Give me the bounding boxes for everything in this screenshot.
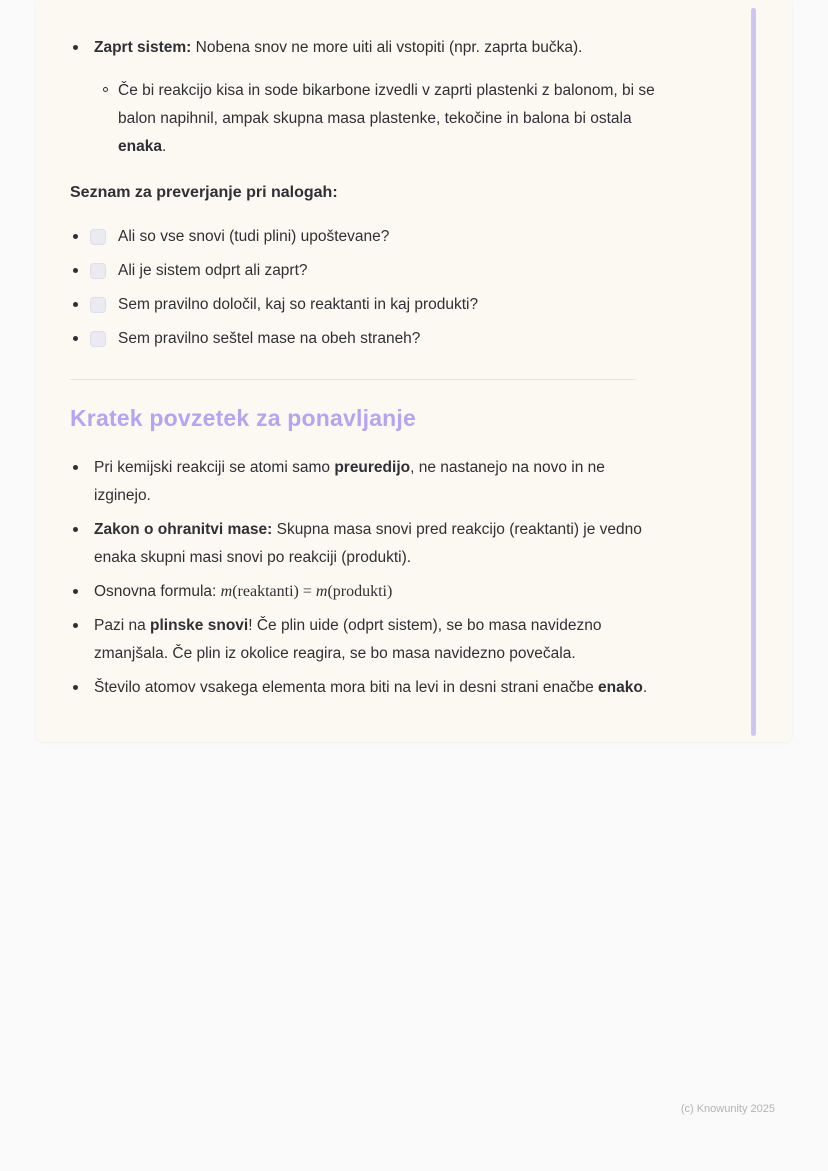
bullet-icon bbox=[73, 302, 78, 307]
list-item bbox=[70, 578, 672, 606]
list-item-text: Zaprt sistem: Nobena snov ne more uiti ali vstopiti (npr. zaprta bučka). bbox=[94, 39, 583, 56]
summary-heading: Kratek povzetek za ponavljanje bbox=[70, 405, 417, 431]
checklist-item-text: Ali je sistem odprt ali zaprt? bbox=[118, 262, 308, 279]
document-content bbox=[70, 34, 672, 708]
copyright: (c) Knowunity 2025 bbox=[680, 1103, 775, 1115]
divider bbox=[70, 379, 636, 380]
bullet-icon bbox=[73, 234, 78, 239]
checkbox[interactable] bbox=[90, 297, 106, 313]
bullet-icon bbox=[73, 527, 78, 532]
bullet-icon bbox=[73, 589, 78, 594]
right-accent-rule bbox=[751, 8, 756, 736]
bullet-icon bbox=[73, 685, 78, 690]
list-item bbox=[70, 454, 672, 510]
checklist-item-text: Sem pravilno določil, kaj so reaktanti in kaj produkti? bbox=[118, 296, 479, 313]
list-item-text: Pri kemijski reakciji se atomi samo preuredijo, ne nastanejo na novo in ne izginejo. bbox=[94, 459, 605, 504]
sub-list-item-text: Če bi reakcijo kisa in sode bikarbone izvedli v zaprti plastenki z balonom, bi se balon napihnil, ampak skupna masa plastenke, tekočine in balona bi ostala enaka. bbox=[118, 82, 655, 155]
bullet-icon bbox=[73, 45, 78, 50]
checkbox[interactable] bbox=[90, 263, 106, 279]
checkbox[interactable] bbox=[90, 229, 106, 245]
bullet-icon bbox=[73, 268, 78, 273]
bullet-icon bbox=[73, 336, 78, 341]
list-item bbox=[70, 674, 672, 702]
sub-list-item bbox=[103, 77, 672, 161]
bullet-icon bbox=[73, 465, 78, 470]
checklist-item bbox=[70, 223, 672, 251]
checklist-item-text: Sem pravilno seštel mase na obeh straneh? bbox=[118, 330, 421, 347]
list-item-text: Osnovna formula: m(reaktanti) = m(produkti) bbox=[94, 583, 393, 600]
list-item bbox=[70, 612, 672, 668]
list-item-text: Število atomov vsakega elementa mora biti na levi in desni strani enačbe enako. bbox=[94, 679, 648, 696]
bullet-icon bbox=[73, 623, 78, 628]
checklist-item bbox=[70, 257, 672, 285]
document-page bbox=[36, 0, 792, 742]
list-item bbox=[70, 516, 672, 572]
checklist-heading: Seznam za preverjanje pri nalogah: bbox=[70, 184, 338, 201]
list-item bbox=[70, 34, 672, 62]
checklist-item-text: Ali so vse snovi (tudi plini) upoštevane? bbox=[118, 228, 390, 245]
list-item-text: Zakon o ohranitvi mase: Skupna masa snovi pred reakcijo (reaktanti) je vedno enaka skupni masi snovi po reakciji (produkti). bbox=[94, 521, 642, 566]
sub-bullet-icon bbox=[103, 87, 108, 92]
checkbox[interactable] bbox=[90, 331, 106, 347]
checklist-item bbox=[70, 291, 672, 319]
checklist-item bbox=[70, 325, 672, 353]
list-item-text: Pazi na plinske snovi! Če plin uide (odprt sistem), se bo masa navidezno zmanjšala. Če plin iz okolice reagira, se bo masa navidezno povečala. bbox=[94, 617, 602, 662]
